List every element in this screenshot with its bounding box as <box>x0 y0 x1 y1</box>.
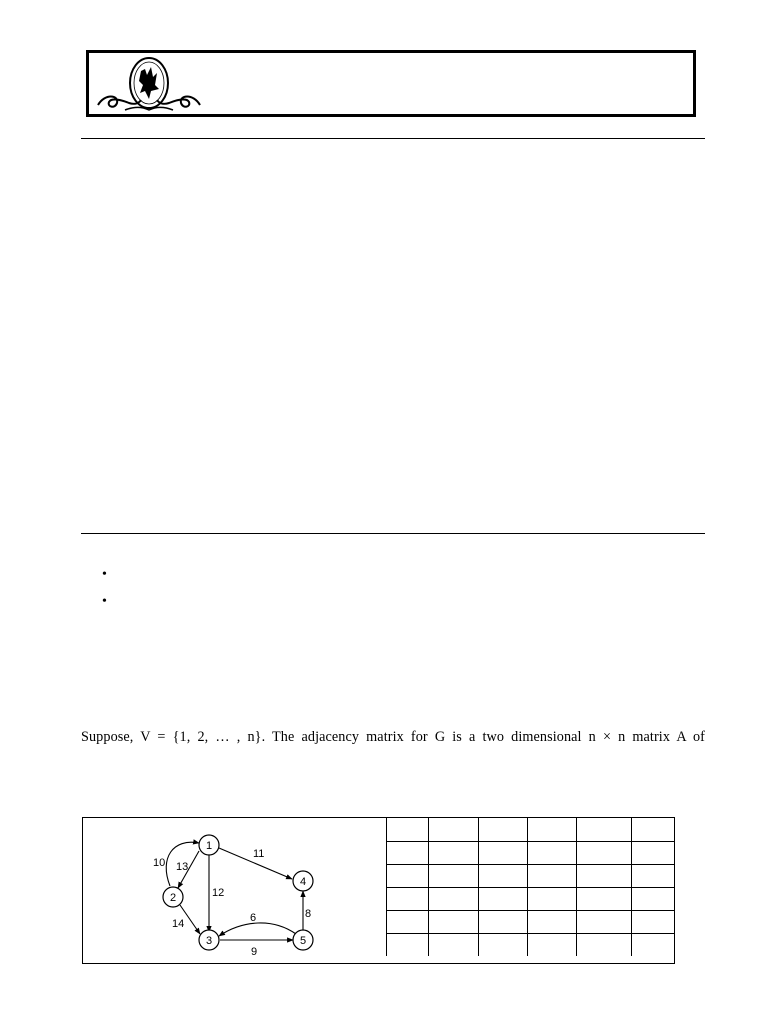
matrix-row <box>387 864 675 887</box>
graph-node <box>293 930 313 950</box>
matrix-cell <box>387 864 429 887</box>
matrix-body <box>387 818 675 956</box>
graph-node <box>199 835 219 855</box>
matrix-cell <box>527 887 576 910</box>
edge-weight-label: 11 <box>253 848 265 860</box>
matrix-cell <box>428 887 478 910</box>
matrix-cell <box>428 933 478 956</box>
matrix-cell <box>428 910 478 933</box>
matrix-cell <box>478 887 527 910</box>
edge-weight-label: 14 <box>172 918 185 930</box>
edge-weight-label: 13 <box>176 861 189 873</box>
matrix-cell <box>631 887 674 910</box>
matrix-cell <box>387 933 429 956</box>
matrix-cell <box>631 933 674 956</box>
matrix-cell <box>527 818 576 841</box>
directed-graph-diagram <box>83 818 386 963</box>
edge-weight-label: 9 <box>251 946 258 958</box>
matrix-cell <box>576 933 631 956</box>
edge-weight-label: 12 <box>212 887 225 899</box>
matrix-cell <box>631 864 674 887</box>
matrix-cell <box>478 818 527 841</box>
matrix-cell <box>576 864 631 887</box>
matrix-cell <box>428 864 478 887</box>
matrix-cell <box>527 910 576 933</box>
matrix-row <box>387 933 675 956</box>
matrix-cell <box>478 864 527 887</box>
matrix-cell <box>428 818 478 841</box>
matrix-cell <box>631 841 674 864</box>
edge-weight-label: 6 <box>250 912 257 924</box>
node-label: 5 <box>299 935 307 947</box>
matrix-cell <box>478 910 527 933</box>
adjacency-matrix-paragraph: Suppose, V = {1, 2, … , n}. The adjacency matrix for G is a two dimensional n × n matrix A of <box>81 729 705 745</box>
matrix-cell <box>527 841 576 864</box>
matrix-cell <box>527 864 576 887</box>
matrix-cell <box>387 818 429 841</box>
node-label: 2 <box>169 892 177 904</box>
matrix-cell <box>576 910 631 933</box>
matrix-cell <box>576 818 631 841</box>
graph-node <box>293 871 313 891</box>
edge-weight-label: 8 <box>305 908 312 920</box>
bullet-marker: • <box>102 594 107 609</box>
graph-node <box>199 930 219 950</box>
matrix-cell <box>428 841 478 864</box>
university-seal-icon <box>95 55 203 115</box>
node-label: 1 <box>205 840 213 852</box>
header-banner <box>86 50 696 117</box>
node-label: 3 <box>205 935 213 947</box>
matrix-cell <box>387 841 429 864</box>
adjacency-matrix-table <box>386 818 674 956</box>
matrix-row <box>387 910 675 933</box>
node-label: 4 <box>299 876 307 888</box>
matrix-row <box>387 841 675 864</box>
matrix-cell <box>631 910 674 933</box>
bullet-marker: • <box>102 567 107 582</box>
matrix-cell <box>387 887 429 910</box>
edge-weight-label: 10 <box>153 857 166 869</box>
matrix-row <box>387 887 675 910</box>
section-divider-middle <box>81 533 705 534</box>
matrix-cell <box>576 887 631 910</box>
matrix-row <box>387 818 675 841</box>
matrix-cell <box>576 841 631 864</box>
graph-node <box>163 887 183 907</box>
edge-5-3 <box>219 923 296 936</box>
graph-figure <box>82 817 675 964</box>
matrix-cell <box>478 933 527 956</box>
matrix-cell <box>387 910 429 933</box>
section-divider-top <box>81 138 705 139</box>
matrix-cell <box>631 818 674 841</box>
matrix-cell <box>527 933 576 956</box>
matrix-cell <box>478 841 527 864</box>
